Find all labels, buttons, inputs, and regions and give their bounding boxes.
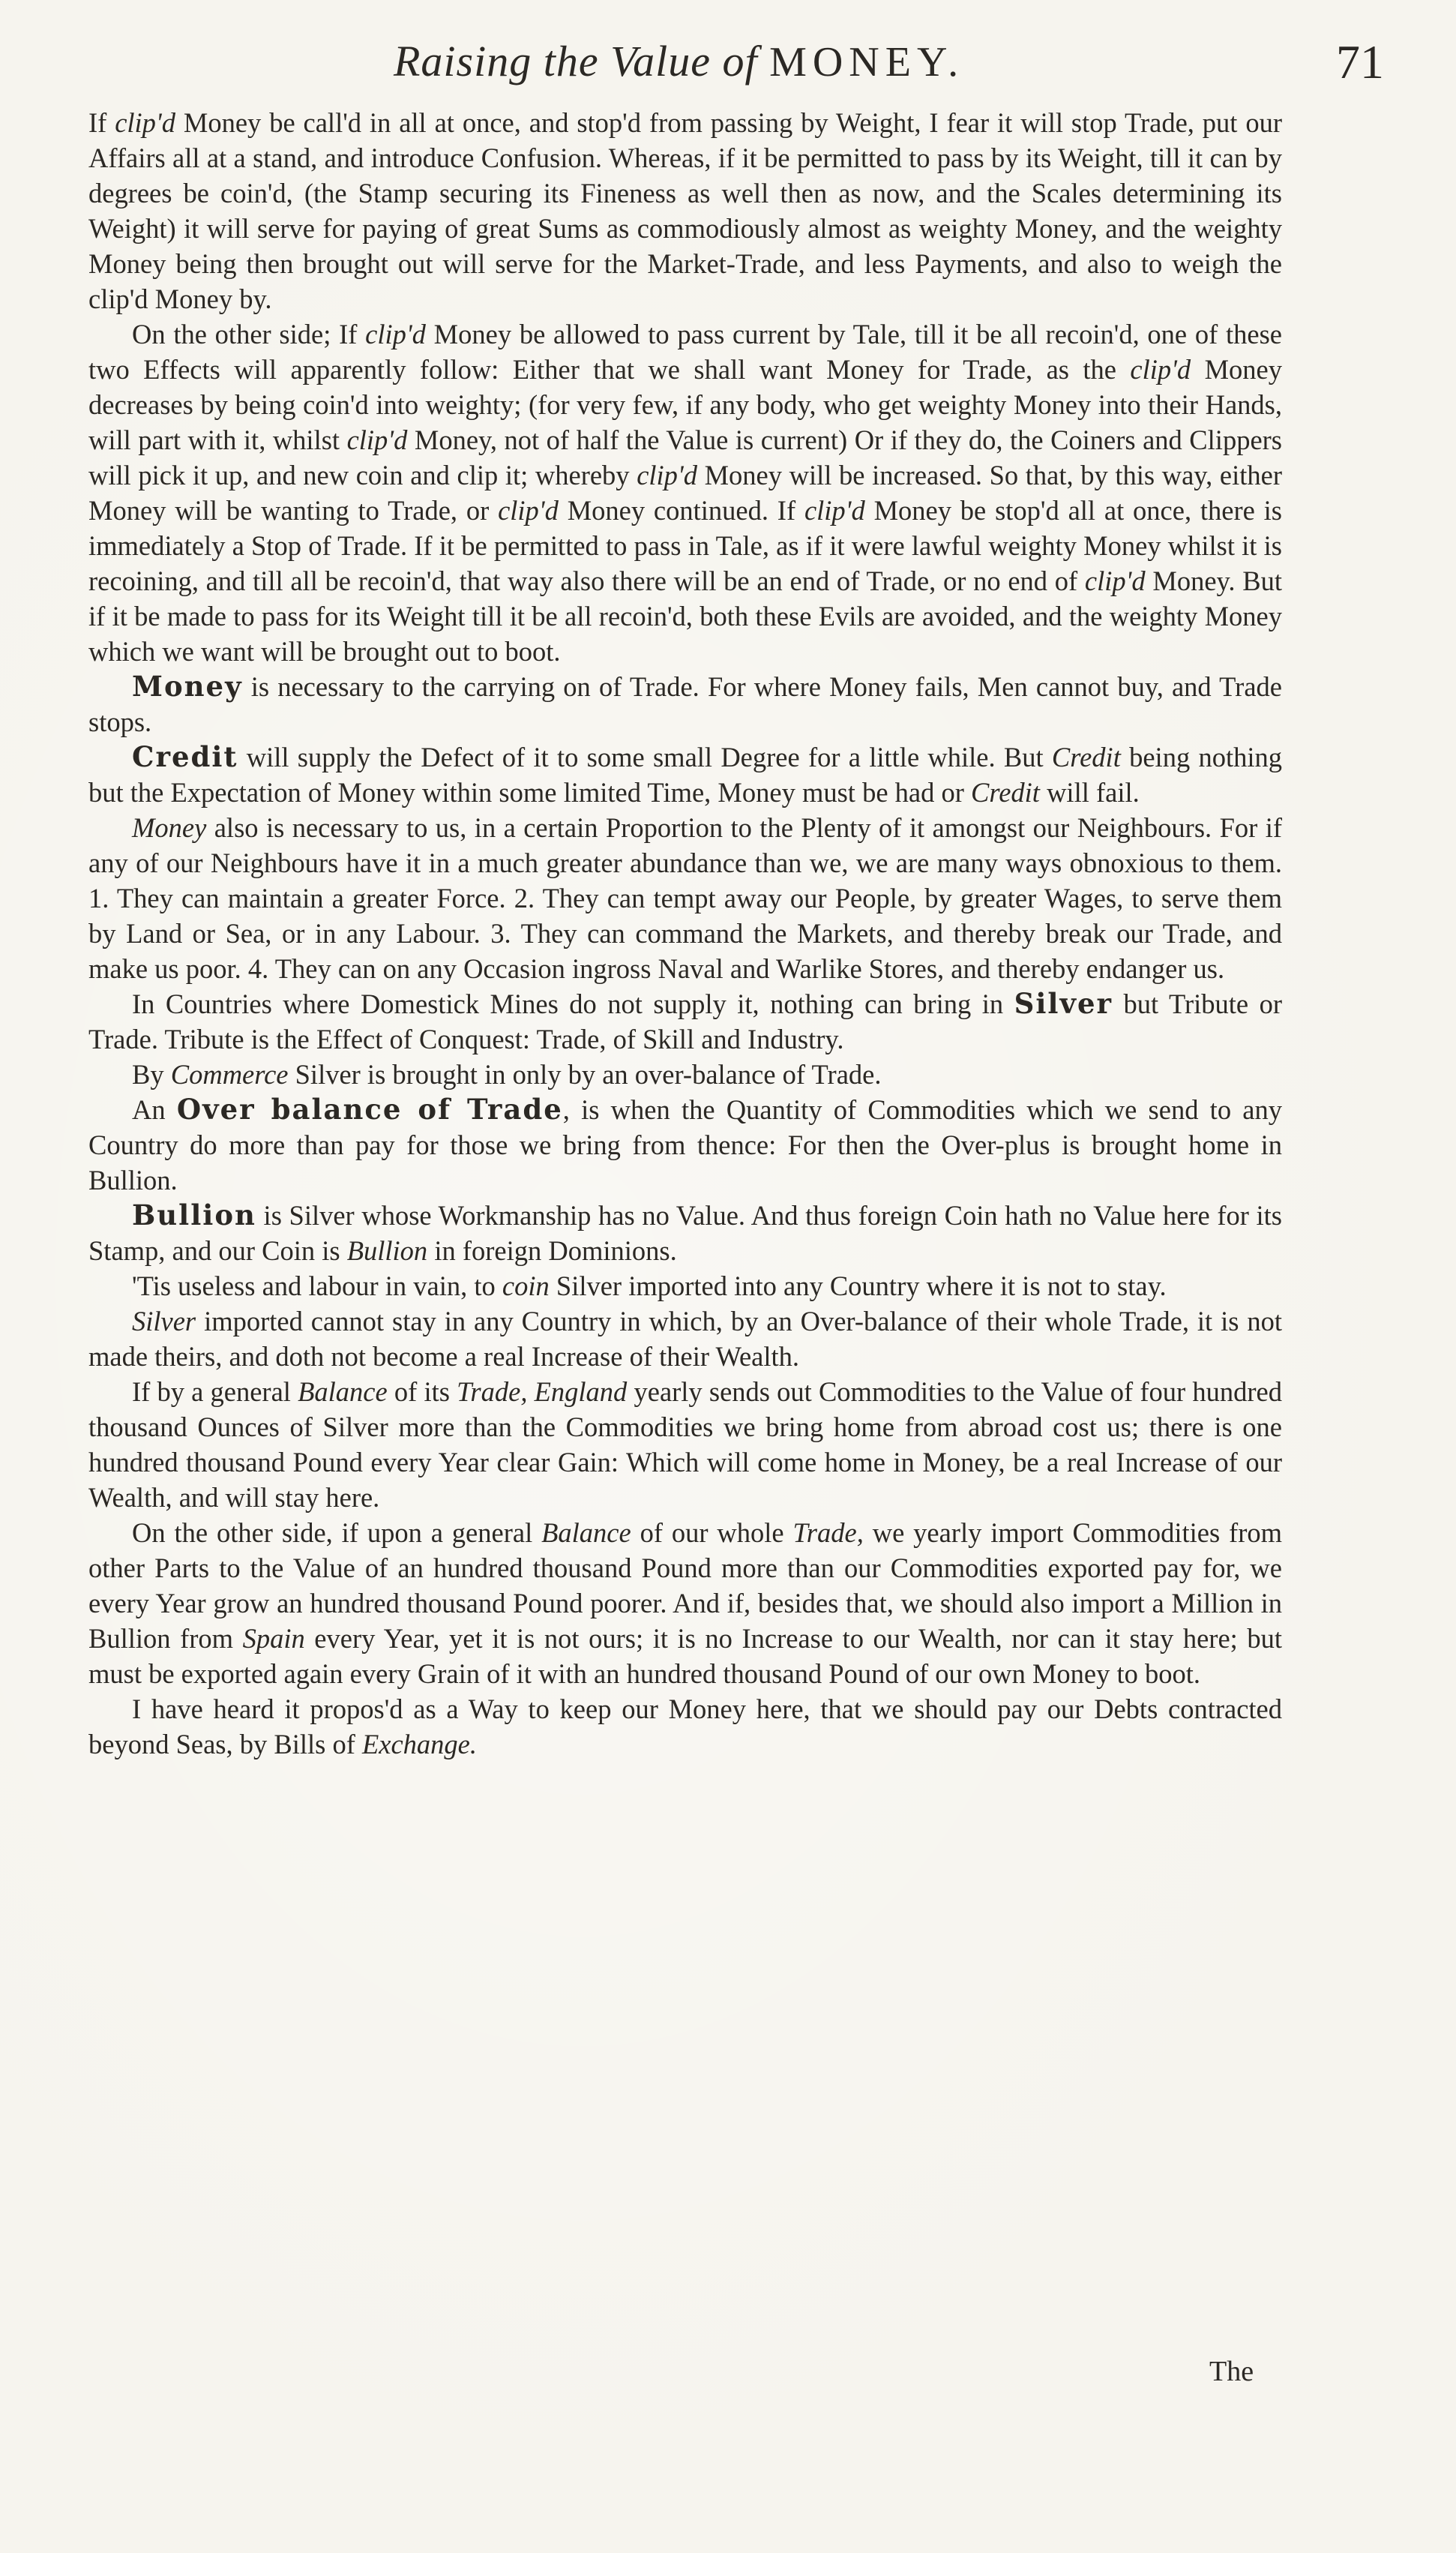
text-run: but Tribute or Trade. Tribute is the Effect of Conquest: Trade, of Skill and Industry. [88, 988, 1282, 1054]
text-run: of our whole [631, 1517, 793, 1548]
text-run: of its [387, 1376, 457, 1407]
paragraph [88, 810, 1282, 986]
text-run: will supply the Defect of it to some small Degree for a little while. But [238, 742, 1052, 772]
italic-text: clip'd [1084, 566, 1146, 596]
paragraph [88, 669, 1282, 740]
paragraph [88, 1092, 1282, 1198]
italic-text: Balance [541, 1517, 631, 1548]
text-run: In Countries where Domestick Mines do not supply it, nothing can bring in [132, 988, 1014, 1019]
blackletter-term: Money [132, 670, 243, 703]
italic-text: Commerce [170, 1059, 289, 1090]
paragraph [88, 1691, 1282, 1762]
page-title-caps: MONEY. [769, 39, 965, 86]
text-run: On the other side; If [132, 319, 366, 350]
text-run: Money be allowed to pass current by Tale, till it be all recoin'd, one of these two Effects will apparently follow: Either that we shall want Money for Trade, as the [88, 319, 1283, 385]
italic-text: Balance [298, 1376, 388, 1407]
running-head [0, 30, 1456, 90]
italic-text: clip'd [365, 319, 426, 350]
text-run: also is necessary to us, in a certain Proportion to the Plenty of it amongst our Neighbours. For if any of our Neighbours have it in a much greater abundance than we, we are many ways obnoxious to them. 1. They can maintain a greater Force. 2. They can tempt away our People, by greater Wages, to serve them by Land or Sea, or in any Labour. 3. They can command the Markets, and thereby break our Trade, and make us poor. 4. They can on any Occasion ingross Naval and Warlike Stores, and thereby endanger us. [88, 812, 1282, 984]
text-run: we yearly import Commodities from other Parts to the Value of an hundred thousand Pound more than our Commodities exported pay for, we every Year grow an hundred thousand Pound poorer. And if, besides that, we should also import a Million in Bullion from [88, 1517, 1282, 1654]
paragraph [88, 316, 1282, 669]
text-run: An [132, 1094, 177, 1125]
italic-text: Exchange. [361, 1729, 478, 1760]
page-number: 71 [1336, 35, 1384, 88]
text-run: On the other side, if upon a general [132, 1517, 542, 1548]
text-run: in foreign Dominions. [427, 1235, 677, 1266]
page-title [394, 36, 964, 86]
text-run: imported cannot stay in any Country in which, by an Over-balance of their whole Trade, it is not made theirs, and doth not become a real Increase of their Wealth. [88, 1306, 1282, 1372]
italic-text: Credit [971, 777, 1040, 808]
text-run: Money. But if it be made to pass for its Weight till it be all recoin'd, both these Evils are avoided, and the weighty Money which we want will be brought out to boot. [88, 566, 1282, 667]
text-run: Money decreases by being coin'd into weighty; (for very few, if any body, who get weighty Money into their Hands, will part with it, whilst [88, 354, 1282, 455]
text-run: Money will be increased. So that, by this way, either Money will be wanting to Trade, or [88, 460, 1283, 526]
text-run: is necessary to the carrying on of Trade. For where Money fails, Men cannot buy, and Trade stops. [88, 671, 1282, 737]
text-run: Silver is brought in only by an over-balance of Trade. [288, 1059, 882, 1090]
blackletter-term: Over balance of Trade [176, 1093, 563, 1126]
text-run: Money be call'd in all at once, and stop'd from passing by Weight, I fear it will stop Trade, put our Affairs all at a stand, and introduce Confusion. Whereas, if it be permitted to pass by its Weight, till it can by degrees be coin'd, (the Stamp securing its Fineness as well then as now, and the Scales determining its Weight) it will serve for paying of great Sums as commodiously almost as weighty Money, and the weighty Money being then brought out will serve for the Market-Trade, and less Payments, and also to weigh the clip'd Money by. [88, 107, 1282, 314]
text-run: Money, not of half the Value is current) Or if they do, the Coiners and Clippers will pick it up, and new coin and clip it; whereby [88, 424, 1282, 490]
italic-text: clip'd [115, 107, 175, 138]
italic-text: Spain [242, 1623, 305, 1654]
text-run: every Year, yet it is not ours; it is no Increase to our Wealth, nor can it stay here; but must be exported again every Grain of it with an hundred thousand Pound of our own Money to boot. [88, 1623, 1283, 1689]
italic-text: clip'd [804, 495, 865, 526]
italic-text: Bullion [346, 1235, 428, 1266]
italic-text: Silver [132, 1306, 196, 1336]
italic-text: clip'd [637, 460, 697, 490]
italic-text: clip'd [498, 495, 559, 526]
text-run: If by a general [132, 1376, 298, 1407]
italic-text: clip'd [346, 424, 408, 455]
body-text [88, 105, 1282, 1762]
text-run: By [132, 1059, 171, 1090]
paragraph [88, 1374, 1282, 1515]
text-run: 'Tis useless and labour in vain, to [132, 1270, 502, 1301]
text-run: If [88, 107, 115, 138]
italic-text: Trade, England [457, 1376, 628, 1407]
paragraph [88, 1515, 1282, 1691]
paragraph [88, 1057, 1282, 1092]
italic-text: coin [502, 1270, 550, 1301]
text-run: Silver imported into any Country where it is not to stay. [549, 1270, 1167, 1301]
blackletter-term: Credit [132, 740, 238, 773]
italic-text: Trade, [792, 1517, 864, 1548]
paragraph [88, 105, 1282, 316]
text-run: is Silver whose Workmanship has no Value. And thus foreign Coin hath no Value here for its Stamp, and our Coin is [88, 1200, 1282, 1266]
text-run: , is when the Quantity of Commodities which we send to any Country do more than pay for those we bring from thence: For then the Over-plus is brought home in Bullion. [88, 1094, 1282, 1196]
blackletter-term: Silver [1014, 987, 1113, 1020]
catchword: The [1209, 2356, 1254, 2387]
paragraph [88, 1304, 1282, 1374]
paragraph [88, 1268, 1282, 1304]
italic-text: clip'd [1130, 354, 1191, 385]
text-run: being nothing but the Expectation of Money within some limited Time, Money must be had or [88, 742, 1282, 808]
blackletter-term: Bullion [132, 1198, 256, 1232]
text-run: Money continued. If [558, 495, 804, 526]
paragraph [88, 986, 1282, 1057]
paragraph [88, 1198, 1282, 1268]
paragraph [88, 740, 1282, 810]
text-run: I have heard it propos'd as a Way to keep our Money here, that we should pay our Debts contracted beyond Seas, by Bills of [88, 1694, 1282, 1760]
italic-text: Money [132, 812, 207, 843]
text-run: Money be stop'd all at once, there is immediately a Stop of Trade. If it be permitted to pass in Tale, as if it were lawful weighty Money whilst it is recoining, and till all be recoin'd, that way also there will be an end of Trade, or no end of [88, 495, 1283, 596]
text-run: yearly sends out Commodities to the Value of four hundred thousand Ounces of Silver more than the Commodities we bring home from abroad cost us; there is one hundred thousand Pound every Year clear Gain: Which will come home in Money, be a real Increase of our Wealth, and will stay here. [88, 1376, 1282, 1513]
text-run: will fail. [1039, 777, 1140, 808]
italic-text: Credit [1051, 742, 1121, 772]
page-title-italic: Raising the Value of [394, 37, 770, 86]
